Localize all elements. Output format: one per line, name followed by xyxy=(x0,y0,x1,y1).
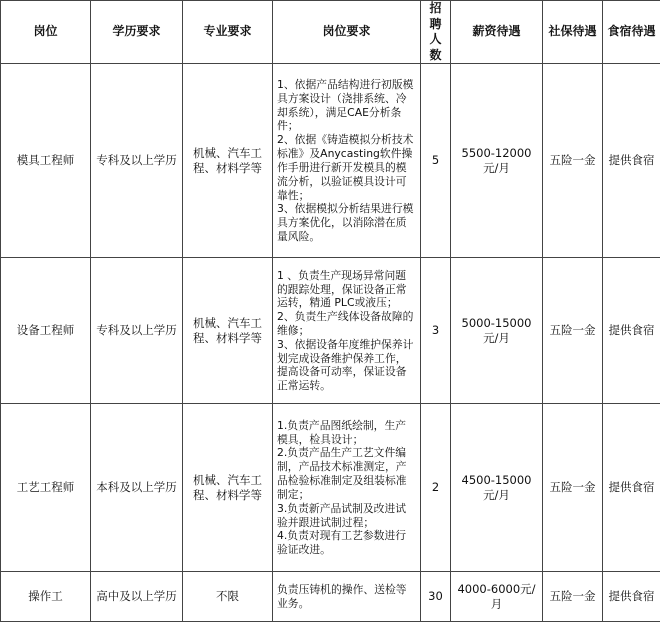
table-row xyxy=(1,258,660,404)
salary-cell: 4500-15000元/月 xyxy=(451,404,543,572)
requirement-item: 2、负责生产线体设备故障的维修； xyxy=(277,310,416,338)
position-cell: 工艺工程师 xyxy=(1,404,91,572)
requirement-item: 1.负责产品图纸绘制，生产模具，检具设计； xyxy=(277,419,416,447)
table-row xyxy=(1,572,660,622)
insurance-cell: 五险一金 xyxy=(543,258,603,404)
board-cell: 提供食宿 xyxy=(603,258,660,404)
requirement-item: 1 、负责生产现场异常问题的跟踪处理，保证设备正常运转，精通 PLC或液压； xyxy=(277,269,416,310)
requirements-cell xyxy=(273,64,421,258)
requirements-cell xyxy=(273,258,421,404)
header-insurance: 社保待遇 xyxy=(543,1,603,64)
education-cell: 本科及以上学历 xyxy=(91,404,183,572)
headcount-cell: 3 xyxy=(421,258,451,404)
requirement-item: 负责压铸机的操作、送检等业务。 xyxy=(277,583,416,611)
header-requirements: 岗位要求 xyxy=(273,1,421,64)
requirement-item: 1、依据产品结构进行初版模具方案设计（浇排系统、冷却系统），满足CAE分析条件； xyxy=(277,78,416,133)
education-cell: 专科及以上学历 xyxy=(91,258,183,404)
header-board: 食宿待遇 xyxy=(603,1,660,64)
requirements-cell xyxy=(273,572,421,622)
salary-cell: 4000-6000元/月 xyxy=(451,572,543,622)
header-headcount: 招聘人数 xyxy=(421,1,451,64)
major-cell: 机械、汽车工程、材料学等 xyxy=(183,404,273,572)
insurance-cell: 五险一金 xyxy=(543,404,603,572)
board-cell: 提供食宿 xyxy=(603,64,660,258)
header-position: 岗位 xyxy=(1,1,91,64)
requirement-item: 2.负责产品生产工艺文件编制，产品技术标准测定，产品检验标准制定及组装标准制定； xyxy=(277,446,416,501)
education-cell: 高中及以上学历 xyxy=(91,572,183,622)
position-cell: 模具工程师 xyxy=(1,64,91,258)
major-cell: 不限 xyxy=(183,572,273,622)
salary-cell: 5500-12000元/月 xyxy=(451,64,543,258)
position-cell: 操作工 xyxy=(1,572,91,622)
table-row xyxy=(1,64,660,258)
requirement-item: 3、依据模拟分析结果进行模具方案优化，以消除潜在质量风险。 xyxy=(277,202,416,243)
requirement-item: 3.负责新产品试制及改进试验并跟进试制过程； xyxy=(277,502,416,530)
table-row xyxy=(1,404,660,572)
board-cell: 提供食宿 xyxy=(603,572,660,622)
header-major: 专业要求 xyxy=(183,1,273,64)
major-cell: 机械、汽车工程、材料学等 xyxy=(183,258,273,404)
header-salary: 薪资待遇 xyxy=(451,1,543,64)
board-cell: 提供食宿 xyxy=(603,404,660,572)
headcount-cell: 5 xyxy=(421,64,451,258)
headcount-cell: 30 xyxy=(421,572,451,622)
insurance-cell: 五险一金 xyxy=(543,64,603,258)
header-education: 学历要求 xyxy=(91,1,183,64)
requirement-item: 4.负责对现有工艺参数进行验证改进。 xyxy=(277,529,416,557)
requirement-item: 3、依据设备年度维护保养计划完成设备维护保养工作，提高设备可动率，保证设备正常运转。 xyxy=(277,338,416,393)
major-cell: 机械、汽车工程、材料学等 xyxy=(183,64,273,258)
salary-cell: 5000-15000元/月 xyxy=(451,258,543,404)
table-header-row xyxy=(1,1,660,64)
headcount-cell: 2 xyxy=(421,404,451,572)
requirements-cell xyxy=(273,404,421,572)
requirement-item: 2、依据《铸造模拟分析技术标准》及Anycasting软件操作手册进行新开发模具的模流分析，以验证模具设计可靠性； xyxy=(277,133,416,202)
position-cell: 设备工程师 xyxy=(1,258,91,404)
education-cell: 专科及以上学历 xyxy=(91,64,183,258)
insurance-cell: 五险一金 xyxy=(543,572,603,622)
